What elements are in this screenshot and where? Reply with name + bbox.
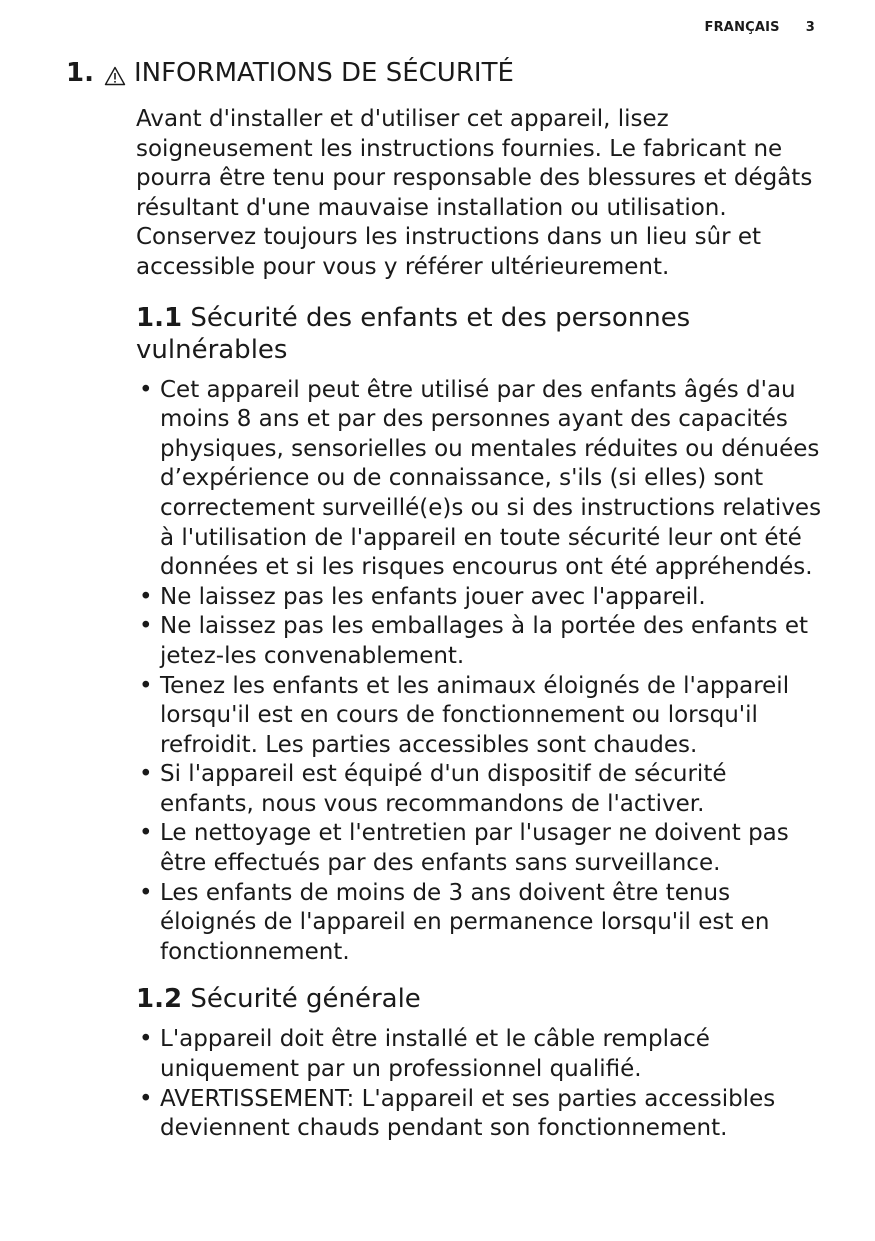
list-item-text: Tenez les enfants et les animaux éloignés de l'appareil lorsqu'il est en cours de fonctionnement ou lorsqu'il refroidit. Les parties accessibles sont chaudes.: [160, 672, 790, 758]
list-item-text: Si l'appareil est équipé d'un dispositif de sécurité enfants, nous vous recommandons de l'activer.: [160, 761, 727, 817]
bullet: •: [139, 376, 153, 403]
list-item-text: L'appareil doit être installé et le câble remplacé uniquement par un professionnel qualifié.: [160, 1026, 710, 1083]
bullet: •: [139, 879, 153, 906]
bullet-list: [136, 376, 826, 968]
header-page-number: 3: [805, 20, 815, 35]
list-item-text: AVERTISSEMENT: L'appareil et ses parties accessibles deviennent chauds pendant son fonctionnement.: [160, 1085, 776, 1142]
list-item-text: Ne laissez pas les emballages à la portée des enfants et jetez-les convenablement.: [160, 613, 809, 669]
bullet: •: [139, 1085, 153, 1112]
bullet: •: [139, 613, 153, 640]
list-item-text: Ne laissez pas les enfants jouer avec l'appareil.: [160, 583, 706, 610]
bullet: •: [139, 820, 153, 847]
subsection-heading: [136, 302, 826, 366]
subsection-heading: [136, 983, 826, 1015]
section-number: 1.: [66, 58, 94, 88]
section-title-text: INFORMATIONS DE SÉCURITÉ: [133, 58, 514, 88]
warning-triangle-icon: [104, 63, 126, 83]
section-title: [66, 58, 514, 88]
list-item: [136, 583, 826, 613]
list-item: [136, 879, 826, 968]
list-item: [136, 1085, 826, 1144]
intro-paragraph: Avant d'installer et d'utiliser cet appareil, lisez soigneusement les instructions fournies. Le fabricant ne pourra être tenu pour responsable des blessures et dégâts résultant d'une mauvaise installation ou utilisation. Conservez toujours les instructions dans un lieu sûr et accessible pour vous y référer ultérieurement.: [136, 106, 813, 280]
subsection-number: 1.2: [136, 984, 183, 1015]
list-item-text: Le nettoyage et l'entretien par l'usager ne doivent pas être effectués par des enfants sans surveillance.: [160, 820, 789, 877]
subsection-title: Sécurité des enfants et des personnes vulnérables: [136, 302, 691, 365]
list-item: [136, 760, 826, 819]
list-item: [136, 376, 826, 583]
page-header: [705, 20, 815, 35]
list-item: [136, 819, 826, 878]
list-item: [136, 672, 826, 761]
content: [136, 105, 826, 1144]
header-language: FRANÇAIS: [704, 20, 780, 35]
bullet: •: [139, 1026, 153, 1053]
list-item: [136, 1025, 826, 1084]
bullet: •: [139, 672, 153, 699]
bullet: •: [139, 761, 153, 788]
subsection-title: Sécurité générale: [190, 984, 421, 1015]
list-item-text: Les enfants de moins de 3 ans doivent être tenus éloignés de l'appareil en permanence lorsqu'il est en fonctionnement.: [160, 879, 770, 965]
subsection-number: 1.1: [136, 302, 183, 333]
list-item: [136, 612, 826, 671]
list-item-text: Cet appareil peut être utilisé par des enfants âgés d'au moins 8 ans et par des personnes ayant des capacités physiques, sensorielles ou mentales réduites ou dénuées d’expérience ou de connaissance, s'ils (si elles) sont correctement surveillé(e)s ou si des instructions relatives à l'utilisation de l'appareil en toute sécurité leur ont été données et si les risques encourus ont été appréhendés.: [160, 376, 822, 581]
bullet: •: [139, 583, 153, 610]
bullet-list: [136, 1025, 826, 1143]
